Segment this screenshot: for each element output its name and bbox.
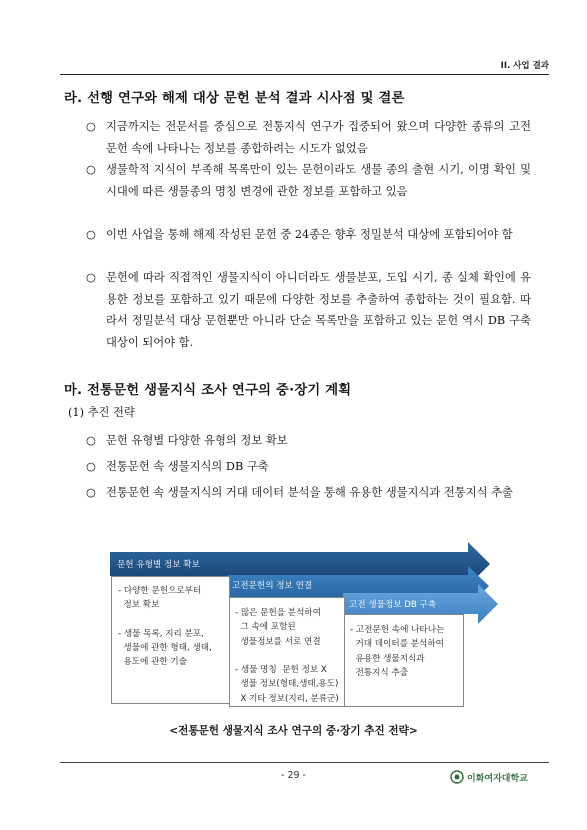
section-heading-ra: 라. 선행 연구와 해제 대상 문헌 분석 결과 시사점 및 결론 xyxy=(64,91,405,106)
section-heading-ma: 마. 전통문헌 생물지식 조사 연구의 중·장기 계획 xyxy=(64,383,352,398)
section-tag: II. 사업 결과 xyxy=(500,61,549,71)
band-label-1: 문헌 유형별 정보 확보 xyxy=(117,560,200,570)
band-label-3: 고전 생물정보 DB 구축 xyxy=(349,600,437,610)
bullet-circle-icon: ○ xyxy=(86,271,96,284)
strategy-box-text: - 고전문헌 속에 나타나는 거대 데이터를 분석하여 유용한 생물지식과 전통지식 추출 xyxy=(350,625,445,678)
bullet-circle-icon: ○ xyxy=(86,460,96,473)
page-number: - 29 - xyxy=(281,770,306,781)
logo-text: 이화여자대학교 xyxy=(467,773,528,784)
list-item-text: 문헌 유형별 다양한 유형의 정보 확보 xyxy=(106,434,288,447)
bullet-circle-icon: ○ xyxy=(86,228,96,241)
bullet-circle-icon: ○ xyxy=(86,486,96,499)
diagram-caption: <전통문헌 생물지식 조사 연구의 중·장기 추진 전략> xyxy=(169,725,418,737)
band-label-2: 고전문헌의 정보 연결 xyxy=(232,581,313,591)
strategy-box-3 xyxy=(344,614,464,707)
footer-divider xyxy=(60,762,549,763)
bullet-circle-icon: ○ xyxy=(86,163,96,176)
ewha-emblem-icon xyxy=(450,770,464,784)
strategy-box-2 xyxy=(229,597,345,707)
bullet-circle-icon: ○ xyxy=(86,120,96,133)
strategy-box-text: - 다양한 문헌으로부터 정보 확보 - 생물 목록, 지리 분포, 생물에 관한 형태, 생태, 용도에 관한 기술 xyxy=(118,586,212,668)
university-logo xyxy=(450,770,528,784)
strategy-box-text: - 많은 문헌을 분석하여 그 속에 포함된 생물정보를 서로 연결 - 생물 명칭 문헌 정보 X 생물 정보(형태,생태,용도) X 기타 정보(지리, 분류군) xyxy=(235,608,339,704)
list-item-text: 전통문헌 속 생물지식의 거대 데이터 분석을 통해 유용한 생물지식과 전통지식 추출 xyxy=(106,486,513,499)
list-item-text: 문헌에 따라 직접적인 생물지식이 아니더라도 생물분포, 도입 시기, 종 실체 확인에 유용한 정보를 포함하고 있기 때문에 다양한 정보를 추출하여 종합하는 것이 필요함. 따라서 정밀분석 대상 문헌뿐만 아니라 단순 목록만을 포함하고 있는 문헌 역시 DB 구축 대상이 되어야 함. xyxy=(106,271,531,349)
list-item-text: 생물학적 지식이 부족해 목록만이 있는 문헌이라도 생물 종의 출현 시기, 이명 확인 및 시대에 따른 생물종의 명칭 변경에 관한 정보를 포함하고 있음 xyxy=(106,163,531,198)
list-item-text: 전통문헌 속 생물지식의 DB 구축 xyxy=(106,460,269,473)
list-item-text: 이번 사업을 통해 해제 작성된 문헌 중 24종은 향후 정밀분석 대상에 포함되어야 함 xyxy=(106,228,513,241)
strategy-box-1 xyxy=(111,576,230,704)
list-item-text: 지금까지는 전문서를 중심으로 전통지식 연구가 집중되어 왔으며 다양한 종류의 고전문헌 속에 나타나는 정보를 종합하려는 시도가 없었음 xyxy=(106,120,531,155)
bullet-circle-icon: ○ xyxy=(86,434,96,447)
subheading: (1) 추진 전략 xyxy=(68,406,135,419)
